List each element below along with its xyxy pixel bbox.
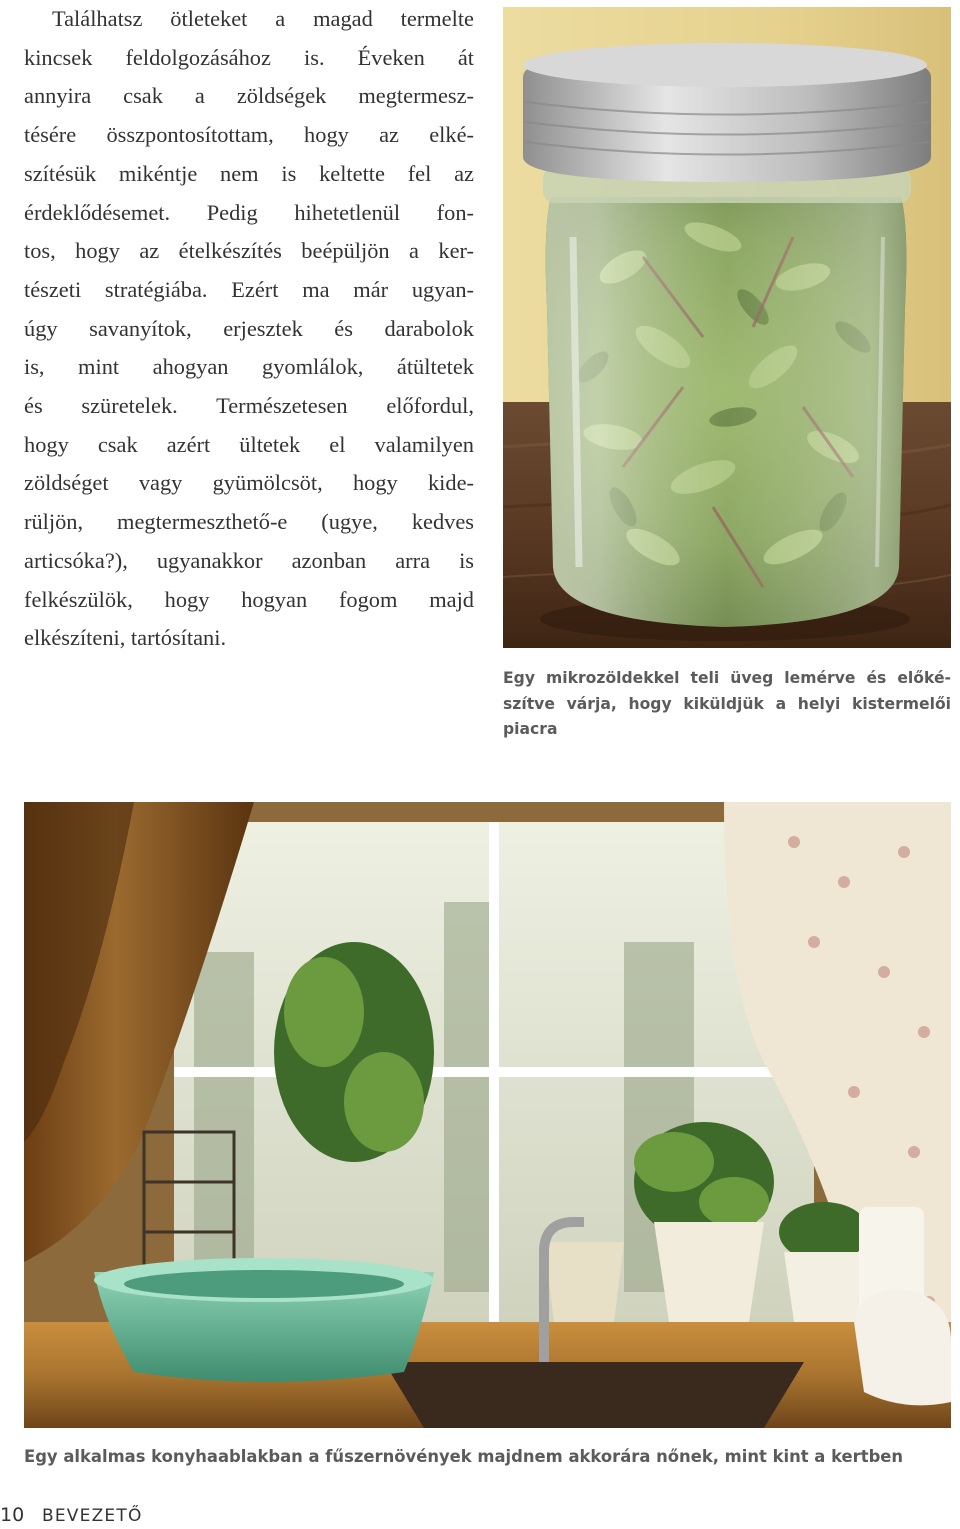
microgreens-jar-photo <box>503 7 951 648</box>
article-line: is, mint ahogyan gyomlálok, átültetek <box>24 354 474 380</box>
kitchen-window-photo <box>24 802 951 1428</box>
article-line: tos, hogy az ételkészítés beépüljön a ker- <box>24 238 474 264</box>
kitchen-window-illustration <box>24 802 951 1428</box>
caption-line: Egy mikrozöldekkel teli üveg lemérve és előké- <box>503 669 951 687</box>
article-line: hogy csak azért ültetek el valamilyen <box>24 431 474 457</box>
article-line: articsóka?), ugyanakkor azonban arra is <box>24 547 474 573</box>
article-body <box>24 0 474 658</box>
caption-line: szítve várja, hogy kiküldjük a helyi kistermelői <box>503 694 951 713</box>
article-line: annyira csak a zöldségek megtermesz- <box>24 83 474 109</box>
article-line: elkészíteni, tartósítani. <box>24 625 227 651</box>
page-number: 10 <box>0 1504 25 1526</box>
section-name: BEVEZETŐ <box>42 1506 143 1526</box>
article-line: úgy savanyítok, erjesztek és darabolok <box>24 315 474 341</box>
article-line: rüljön, megtermeszthető-e (ugye, kedves <box>24 509 474 535</box>
kitchen-photo-caption: Egy alkalmas konyhaablakban a fűszernövények majdnem akkorára nőnek, mint kint a kertben <box>24 1447 904 1466</box>
article-line: zöldséget vagy gyümölcsöt, hogy kide- <box>24 470 474 496</box>
article-line: felkészülök, hogy hogyan fogom majd <box>24 586 474 612</box>
article-line: kincsek feldolgozásához is. Éveken át <box>24 44 474 70</box>
article-line: és szüretelek. Természetesen előfordul, <box>24 393 474 419</box>
article-line: Találhatsz ötleteket a magad termelte <box>52 6 474 31</box>
microgreens-jar-illustration <box>503 7 951 648</box>
caption-line: piacra <box>503 720 558 738</box>
article-line: szítésük mikéntje nem is keltette fel az <box>24 160 474 186</box>
article-line: érdeklődésemet. Pedig hihetetlenül fon- <box>24 199 474 225</box>
article-line: tésére összpontosítottam, hogy az elké- <box>24 122 474 148</box>
jar-photo-caption <box>503 666 951 743</box>
article-line: tészeti stratégiába. Ezért ma már ugyan- <box>24 276 474 302</box>
